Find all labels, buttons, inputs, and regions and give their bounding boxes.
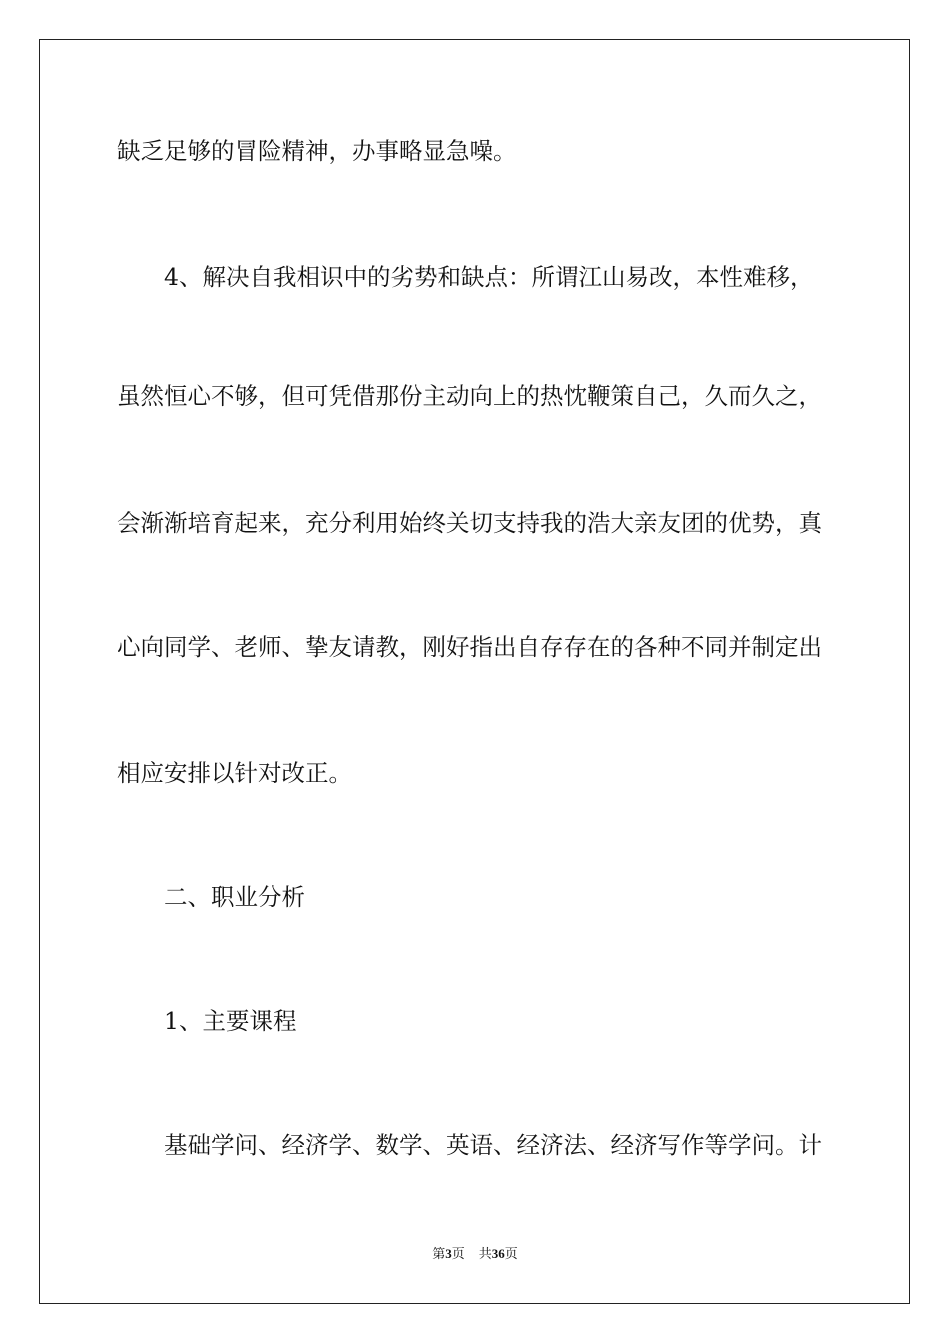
page-label-prefix: 第 (432, 1246, 446, 1261)
paragraph-line: 4、解决自我相识中的劣势和缺点：所谓江山易改，本性难移， (164, 263, 814, 291)
paragraph-line: 基础学问、经济学、数学、英语、经济法、经济写作等学问。计 (164, 1131, 822, 1159)
paragraph-line: 心向同学、老师、挚友请教，刚好指出自存存在的各种不同并制定出 (117, 633, 822, 661)
page-border (39, 39, 910, 1304)
total-label-prefix: 共 (478, 1246, 492, 1261)
paragraph-line: 相应安排以针对改正。 (117, 759, 352, 787)
paragraph-line: 会渐渐培育起来，充分利用始终关切支持我的浩大亲友团的优势，真 (117, 509, 822, 537)
page-label-suffix: 页 (451, 1246, 465, 1261)
page-footer (0, 1246, 950, 1262)
paragraph-line: 虽然恒心不够，但可凭借那份主动向上的热忱鞭策自己，久而久之， (117, 382, 822, 410)
total-label-suffix: 页 (504, 1246, 518, 1261)
paragraph-line: 缺乏足够的冒险精神，办事略显急噪。 (117, 137, 517, 165)
total-pages: 36 (491, 1246, 505, 1261)
section-heading: 二、职业分析 (164, 883, 305, 911)
page-number: 3 (445, 1246, 452, 1261)
subsection-heading: 1、主要课程 (164, 1007, 297, 1035)
